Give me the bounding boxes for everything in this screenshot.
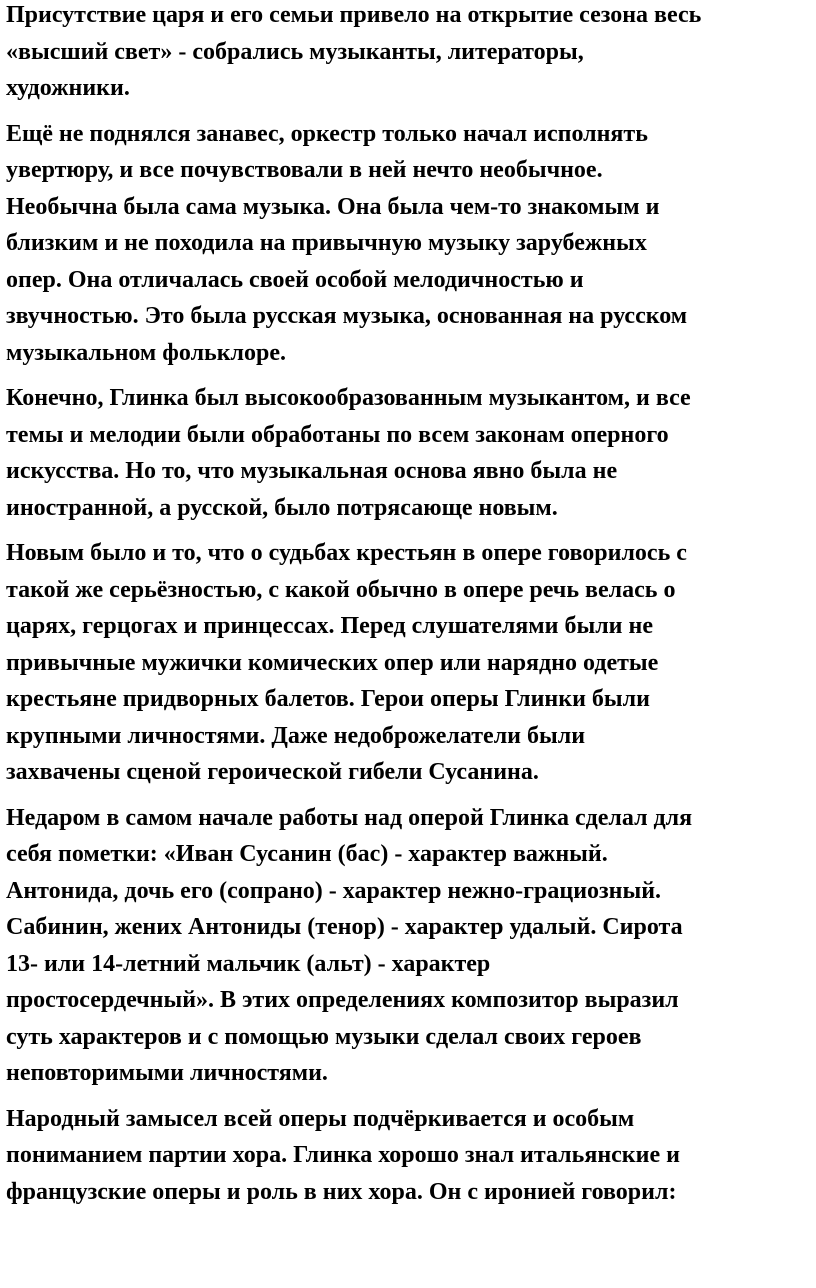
paragraph-5 bbox=[6, 800, 806, 1092]
text-line: увертюру, и все почувствовали в ней нечто необычное. bbox=[6, 157, 603, 183]
text-line: Сабинин, жених Антониды (тенор) - характер удалый. Сирота bbox=[6, 914, 683, 940]
text-line: простосердечный». В этих определениях композитор выразил bbox=[6, 987, 679, 1013]
text-line: себя пометки: «Иван Сусанин (бас) - характер важный. bbox=[6, 841, 608, 867]
text-line: крестьяне придворных балетов. Герои оперы Глинки были bbox=[6, 686, 650, 712]
text-line: музыкальном фольклоре. bbox=[6, 339, 287, 366]
text-line: привычные мужички комических опер или нарядно одетые bbox=[6, 649, 659, 676]
text-line: опер. Она отличалась своей особой мелодичностью и bbox=[6, 266, 584, 293]
text-line: Народный замысел всей оперы подчёркивается и особым bbox=[6, 1105, 635, 1132]
text-line: искусства. Но то, что музыкальная основа явно была не bbox=[6, 458, 618, 484]
text-line: 13- или 14-летний мальчик (альт) - характер bbox=[6, 950, 491, 977]
text-line: царях, герцогах и принцессах. Перед слушателями были не bbox=[6, 613, 653, 639]
text-line: Присутствие царя и его семьи привело на открытие сезона весь bbox=[6, 2, 702, 28]
text-line: Необычна была сама музыка. Она была чем-то знакомым и bbox=[6, 193, 660, 220]
text-line: темы и мелодии были обработаны по всем законам оперного bbox=[6, 421, 669, 448]
text-line: «высший свет» - собрались музыканты, литераторы, bbox=[6, 38, 584, 65]
text-line: художники. bbox=[6, 75, 130, 101]
text-line: иностранной, а русской, было потрясающе новым. bbox=[6, 494, 558, 521]
text-line: Недаром в самом начале работы над оперой Глинка сделал для bbox=[6, 804, 693, 831]
text-line: неповторимыми личностями. bbox=[6, 1060, 328, 1086]
text-line: пониманием партии хора. Глинка хорошо знал итальянские и bbox=[6, 1142, 680, 1168]
text-line: Антонида, дочь его (сопрано) - характер нежно-грациозный. bbox=[6, 877, 662, 904]
text-line: такой же серьёзностью, с какой обычно в опере речь велась о bbox=[6, 576, 676, 603]
document-page bbox=[6, 0, 806, 1288]
paragraph-4 bbox=[6, 535, 806, 791]
paragraph-2 bbox=[6, 116, 806, 372]
text-line: звучностью. Это была русская музыка, основанная на русском bbox=[6, 303, 688, 329]
text-line: Ещё не поднялся занавес, оркестр только начал исполнять bbox=[6, 120, 648, 147]
text-line: Конечно, Глинка был высокообразованным музыкантом, и все bbox=[6, 385, 691, 411]
text-line: захвачены сценой героической гибели Сусанина. bbox=[6, 759, 539, 785]
text-line: близким и не походила на привычную музыку зарубежных bbox=[6, 230, 647, 256]
paragraph-3 bbox=[6, 380, 806, 526]
paragraph-6 bbox=[6, 1101, 806, 1211]
text-line: крупными личностями. Даже недоброжелатели были bbox=[6, 722, 586, 749]
text-line: французские оперы и роль в них хора. Он с иронией говорил: bbox=[6, 1178, 677, 1205]
text-line: суть характеров и с помощью музыки сделал своих героев bbox=[6, 1023, 642, 1050]
paragraph-1 bbox=[6, 0, 806, 107]
text-line: Новым было и то, что о судьбах крестьян в опере говорилось с bbox=[6, 540, 687, 566]
